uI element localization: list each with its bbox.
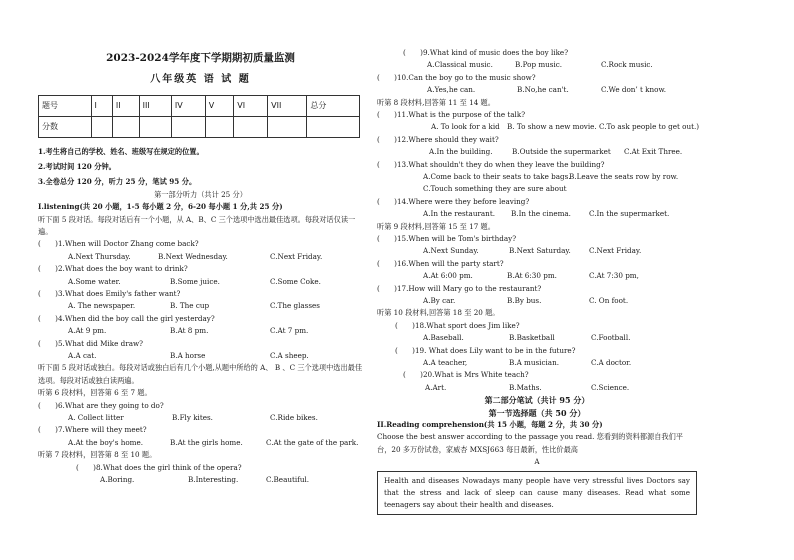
question-2: ( )2.What does the boy want to drink? — [38, 264, 188, 274]
option-a[interactable]: A.By car. — [423, 295, 456, 305]
option-b[interactable]: B.Fly kites. — [172, 413, 213, 423]
option-b[interactable]: B.A musician. — [509, 357, 559, 367]
score-input-cell[interactable] — [268, 116, 307, 137]
options-11 — [377, 121, 700, 133]
option-c[interactable]: C.At 7:30 pm, — [589, 271, 639, 281]
option-c[interactable]: C.Rock music. — [601, 60, 653, 70]
options-4 — [38, 325, 363, 337]
option-a[interactable]: A. To look for a kid — [431, 122, 500, 132]
option-c[interactable]: C.At 7 pm. — [270, 326, 309, 336]
table-cell: VI — [234, 95, 268, 116]
question-8: ( )8.What does the girl think of the opera? — [76, 462, 242, 472]
listening-heading: I.listening(共 20 小题，1-5 每小题 2 分，6-20 每小题 1 分,共 25 分) — [38, 202, 283, 212]
options-13-c — [377, 183, 697, 195]
options-14 — [377, 208, 697, 220]
options-1 — [38, 251, 363, 263]
option-b[interactable]: B.No,he can't. — [517, 85, 569, 95]
option-b[interactable]: B. To show a new movie. — [507, 122, 597, 132]
option-a[interactable]: A.Some water. — [68, 276, 121, 286]
score-input-cell[interactable] — [205, 116, 234, 137]
reading-instruction: Choose the best answer according to the passage you read. 您看到的资料都源自我们平台，20 多万份试卷，家威杏 MXSJ663 每日最新，性比价最高 — [377, 432, 683, 454]
options-18 — [377, 332, 697, 344]
options-9 — [377, 59, 697, 71]
option-a[interactable]: A.Classical music. — [427, 60, 493, 70]
question-7: ( )7.Where will they meet? — [38, 425, 147, 435]
option-c[interactable]: C.Next Friday. — [589, 246, 642, 256]
options-10 — [377, 84, 697, 96]
option-a[interactable]: A.A teacher, — [423, 357, 468, 367]
option-b[interactable]: B.Next Saturday. — [509, 246, 571, 256]
options-3 — [38, 300, 363, 312]
option-c[interactable]: C.A sheep. — [270, 351, 309, 361]
options-7 — [38, 437, 363, 449]
option-a[interactable]: A.At the boy's home. — [68, 437, 144, 447]
right-column — [377, 0, 700, 515]
exam-subtitle: 八年级英 语 试 题 — [150, 74, 251, 86]
note-3: 3.全卷总分 120 分，听力 25 分，笔试 95 分。 — [38, 176, 197, 186]
option-a[interactable]: A.Boring. — [100, 475, 135, 485]
instruction-1: 听下面 5 段对话。每段对话后有一个小题，从 A、B、C 三个选项中选出最佳选项。每段对话仅读一遍。 — [38, 214, 356, 237]
options-16 — [377, 270, 697, 282]
table-cell: I — [91, 95, 112, 116]
options-17 — [377, 295, 697, 307]
score-input-cell[interactable] — [91, 116, 112, 137]
option-c[interactable]: C.Next Friday. — [270, 251, 323, 261]
option-b[interactable]: B.By bus. — [507, 295, 542, 305]
option-b[interactable]: B.Basketball — [509, 333, 555, 343]
question-17: ( )17.How will Mary go to the restaurant? — [377, 283, 542, 293]
question-4: ( )4.When did the boy call the girl yesterday? — [38, 313, 215, 323]
option-c[interactable]: C.To ask people to get out.) — [599, 122, 700, 132]
option-a[interactable]: A.A cat. — [68, 351, 97, 361]
option-a[interactable]: A. Collect litter — [68, 413, 124, 423]
option-a[interactable]: A.Baseball. — [423, 333, 464, 343]
question-16: ( )16.When will the party start? — [377, 258, 504, 268]
instruction-2: 听下面 5 段对话或独白。每段对话或独白后有几个小题,从题中所给的 A、 B 、C 三个选项中选出最佳选项。每段对话或独白读两遍。 — [38, 363, 363, 385]
option-c[interactable]: C. On foot. — [589, 295, 629, 305]
option-b[interactable]: B.At 6:30 pm. — [507, 271, 557, 281]
option-c[interactable]: C.Science. — [591, 382, 630, 392]
options-12 — [377, 146, 697, 158]
option-a[interactable]: A.Art. — [425, 382, 447, 392]
options-13 — [377, 171, 697, 183]
option-b[interactable]: B.Interesting. — [188, 475, 239, 485]
question-14: ( )14.Where were they before leaving? — [377, 196, 530, 206]
part2-section1-heading: 第一节选择题（共 50 分） — [488, 407, 586, 418]
section-6-heading: 听第 6 段材料，回答第 6 至 7 题。 — [38, 388, 152, 398]
left-column — [38, 0, 363, 486]
option-c[interactable]: C.At Exit Three. — [624, 147, 683, 157]
score-input-cell[interactable] — [307, 116, 360, 137]
option-c[interactable]: C.Beautiful. — [266, 475, 310, 485]
option-c[interactable]: C.In the supermarket. — [589, 209, 670, 219]
exam-title: 2023-2024学年度下学期期初质量监测 — [106, 52, 295, 64]
question-12: ( )12.Where should they wait? — [377, 134, 499, 144]
option-a[interactable]: A.Come back to their seats to take bags. — [423, 172, 571, 181]
option-b[interactable]: B.Next Wednesday. — [158, 251, 228, 261]
section-7-heading: 听第 7 段材料，回答第 8 至 10 题。 — [38, 450, 157, 460]
score-table-row-scores — [39, 116, 360, 137]
option-b[interactable]: B.A horse — [170, 351, 206, 361]
table-cell: 题号 — [39, 95, 92, 116]
options-8 — [38, 474, 363, 486]
option-b[interactable]: B.In the cinema. — [511, 209, 571, 219]
table-cell: VII — [268, 95, 307, 116]
question-1: ( )1.When will Doctor Zhang come back? — [38, 239, 199, 249]
option-c[interactable]: C.Touch something they are sure about — [423, 184, 567, 194]
option-c[interactable]: C.Some Coke. — [270, 276, 321, 286]
score-input-cell[interactable] — [112, 116, 139, 137]
section-10-heading: 听第 10 段材料,回答第 18 至 20 题。 — [377, 308, 500, 318]
table-cell: 分数 — [39, 116, 92, 137]
part1-heading: 第一部分听力（共计 25 分） — [154, 189, 247, 199]
options-19 — [377, 357, 697, 369]
table-cell: III — [139, 95, 171, 116]
option-a[interactable]: A.Next Thursday. — [68, 251, 131, 261]
options-5 — [38, 350, 363, 362]
option-b[interactable]: B.Leave the seats row by row. — [569, 172, 679, 181]
option-c[interactable]: C.A doctor. — [591, 357, 632, 367]
question-19: ( )19. What does Lily want to be in the future? — [395, 345, 576, 355]
score-input-cell[interactable] — [139, 116, 171, 137]
score-input-cell[interactable] — [171, 116, 205, 137]
question-3: ( )3.What does Emily's father want? — [38, 289, 181, 299]
question-15: ( )15.When will be Tom's birthday? — [377, 233, 517, 243]
question-6: ( )6.What are they going to do? — [38, 400, 164, 410]
option-a[interactable]: A.At 6:00 pm. — [423, 271, 473, 281]
score-table-row-header — [39, 95, 360, 116]
score-table — [38, 95, 360, 138]
section-9-heading: 听第 9 段材料,回答第 15 至 17 题。 — [377, 221, 495, 231]
option-a[interactable]: A.In the restaurant. — [423, 209, 495, 219]
note-1: 1.考生将自己的学校、姓名、班级写在规定的位置。 — [38, 146, 204, 156]
option-a[interactable]: A.Next Sunday. — [423, 246, 479, 256]
question-20: ( )20.What is Mrs White teach? — [403, 370, 529, 380]
section-8-heading: 听第 8 段材料,回答第 11 至 14 题。 — [377, 97, 495, 107]
table-cell: V — [205, 95, 234, 116]
option-b[interactable]: B.Some juice. — [170, 276, 220, 286]
option-a[interactable]: A.In the building. — [429, 147, 493, 157]
score-input-cell[interactable] — [234, 116, 268, 137]
option-b[interactable]: B.Outside the supermarket — [512, 147, 611, 157]
table-cell: IV — [171, 95, 205, 116]
option-c[interactable]: C.Ride bikes. — [270, 413, 318, 423]
option-b[interactable]: B.At 8 pm. — [170, 326, 209, 336]
option-b[interactable]: B.At the girls home. — [170, 437, 243, 447]
option-b[interactable]: B.Pop music. — [515, 60, 563, 70]
option-a[interactable]: A. The newspaper. — [68, 301, 136, 311]
options-6 — [38, 412, 363, 424]
table-cell: II — [112, 95, 139, 116]
option-c[interactable]: C.Football. — [591, 333, 631, 343]
part2-heading: 第二部分笔试（共计 95 分） — [484, 395, 590, 406]
option-b[interactable]: B.Maths. — [509, 382, 542, 392]
question-13: ( )13.What shouldn't they do when they leave the building? — [377, 159, 605, 169]
reading-heading: II.Reading comprehension(共 15 小题，每题 2 分，共 30 分) — [377, 419, 603, 429]
table-cell: 总分 — [307, 95, 360, 116]
question-9: ( )9.What kind of music does the boy like? — [403, 48, 569, 57]
option-a[interactable]: A.At 9 pm. — [68, 326, 107, 336]
options-2 — [38, 276, 363, 288]
passage-label: A — [534, 457, 540, 467]
option-c[interactable]: C.We don’ t know. — [601, 85, 667, 95]
question-10: ( )10.Can the boy go to the music show? — [377, 72, 536, 82]
question-11: ( )11.What is the purpose of the talk? — [377, 110, 526, 119]
option-b[interactable]: B. The cup — [170, 301, 210, 311]
reading-passage: Health and diseases Nowadays many people have very stressful lives Doctors say that the stress and lack of sleep can cause many diseases. Read what some teenagers say about their health and diseases. — [377, 471, 697, 515]
option-c[interactable]: C.The glasses — [270, 301, 320, 311]
options-15 — [377, 245, 697, 257]
options-20 — [377, 382, 697, 394]
question-5: ( )5.What did Mike draw? — [38, 338, 143, 348]
note-2: 2.考试时间 120 分钟。 — [38, 161, 116, 171]
option-c[interactable]: C.At the gate of the park. — [266, 437, 359, 447]
option-a[interactable]: A.Yes,he can. — [427, 85, 476, 95]
question-18: ( )18.What sport does Jim like? — [395, 320, 520, 330]
